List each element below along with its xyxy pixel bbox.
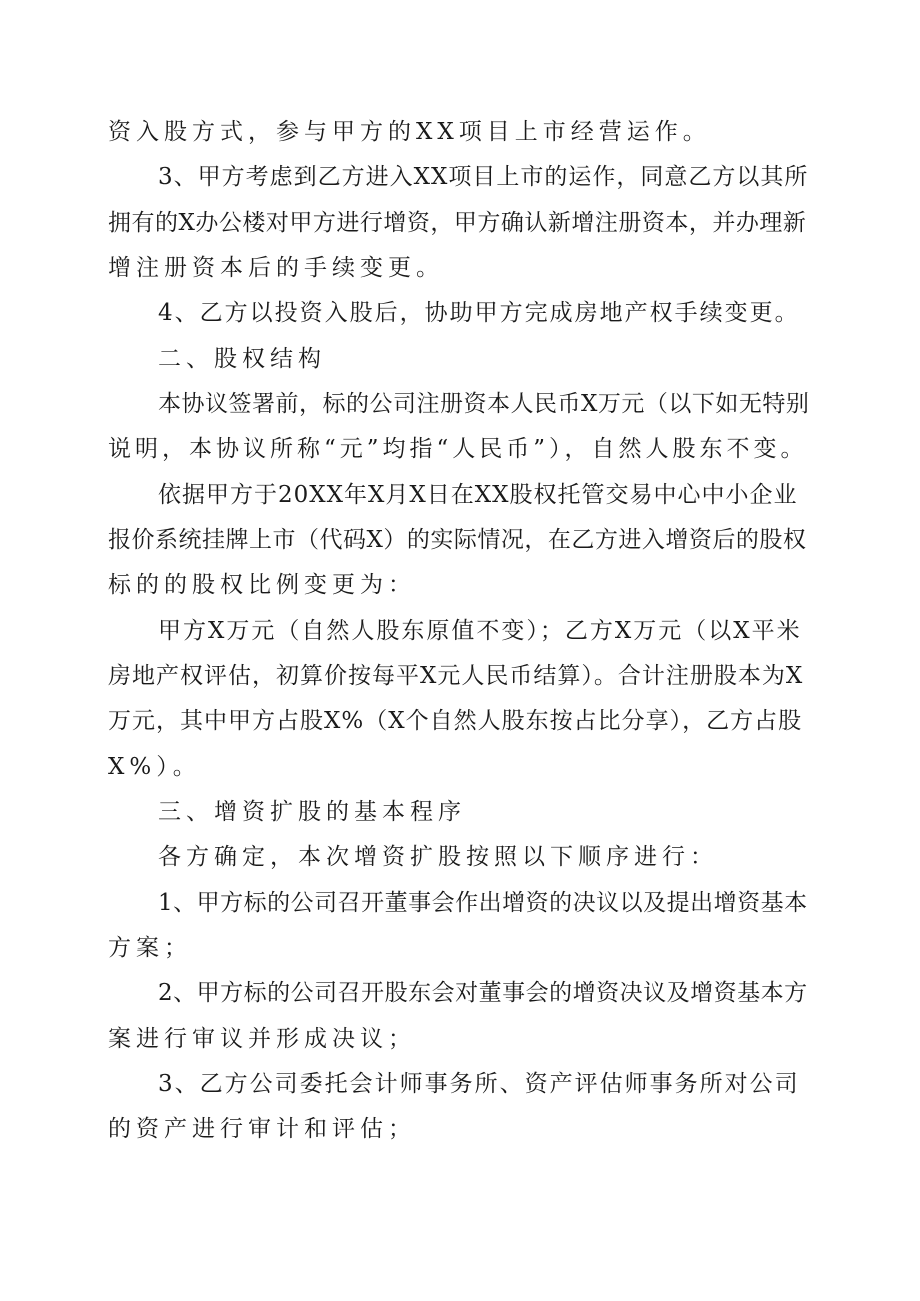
- text-line: 增注册资本后的手续变更。: [108, 255, 444, 281]
- section-heading: 三、增资扩股的基本程序: [158, 799, 466, 825]
- text-line: 拥有的X办公楼对甲方进行增资，甲方确认新增注册资本，并办理新: [108, 210, 807, 236]
- text-line: 房地产权评估，初算价按每平X元人民币结算）。合计注册股本为X: [108, 663, 804, 689]
- section-heading: 二、股权结构: [158, 346, 326, 372]
- text-line: 标的的股权比例变更为：: [108, 572, 416, 598]
- text-line: 资入股方式，参与甲方的XX项目上市经营运作。: [108, 119, 711, 145]
- text-line: 4、乙方以投资入股后，协助甲方完成房地产权手续变更。: [158, 300, 800, 326]
- text-line: 各方确定，本次增资扩股按照以下顺序进行：: [158, 844, 718, 870]
- text-line: 甲方X万元（自然人股东原值不变）；乙方X万元（以X平米: [158, 618, 802, 644]
- text-line: 3、甲方考虑到乙方进入XX项目上市的运作，同意乙方以其所: [158, 164, 809, 190]
- text-line: 2、甲方标的公司召开股东会对董事会的增资决议及增资基本方: [158, 980, 808, 1006]
- text-line: 依据甲方于20XX年X月X日在XX股权托管交易中心中小企业: [158, 482, 798, 508]
- text-line: 本协议签署前，标的公司注册资本人民币X万元（以下如无特别: [158, 391, 810, 417]
- text-line: 报价系统挂牌上市（代码X）的实际情况，在乙方进入增资后的股权: [108, 527, 807, 553]
- text-line: X%）。: [108, 754, 201, 780]
- text-line: 方案；: [108, 935, 192, 961]
- text-line: 的资产进行审计和评估；: [108, 1116, 416, 1142]
- text-line: 说明，本协议所称“元”均指“人民币”），自然人股东不变。: [108, 436, 808, 462]
- text-line: 万元，其中甲方占股X%（X个自然人股东按占比分享），乙方占股: [108, 708, 803, 734]
- text-line: 案进行审议并形成决议；: [108, 1026, 416, 1052]
- text-line: 3、乙方公司委托会计师事务所、资产评估师事务所对公司: [158, 1071, 800, 1097]
- text-line: 1、甲方标的公司召开董事会作出增资的决议以及提出增资基本: [158, 890, 808, 916]
